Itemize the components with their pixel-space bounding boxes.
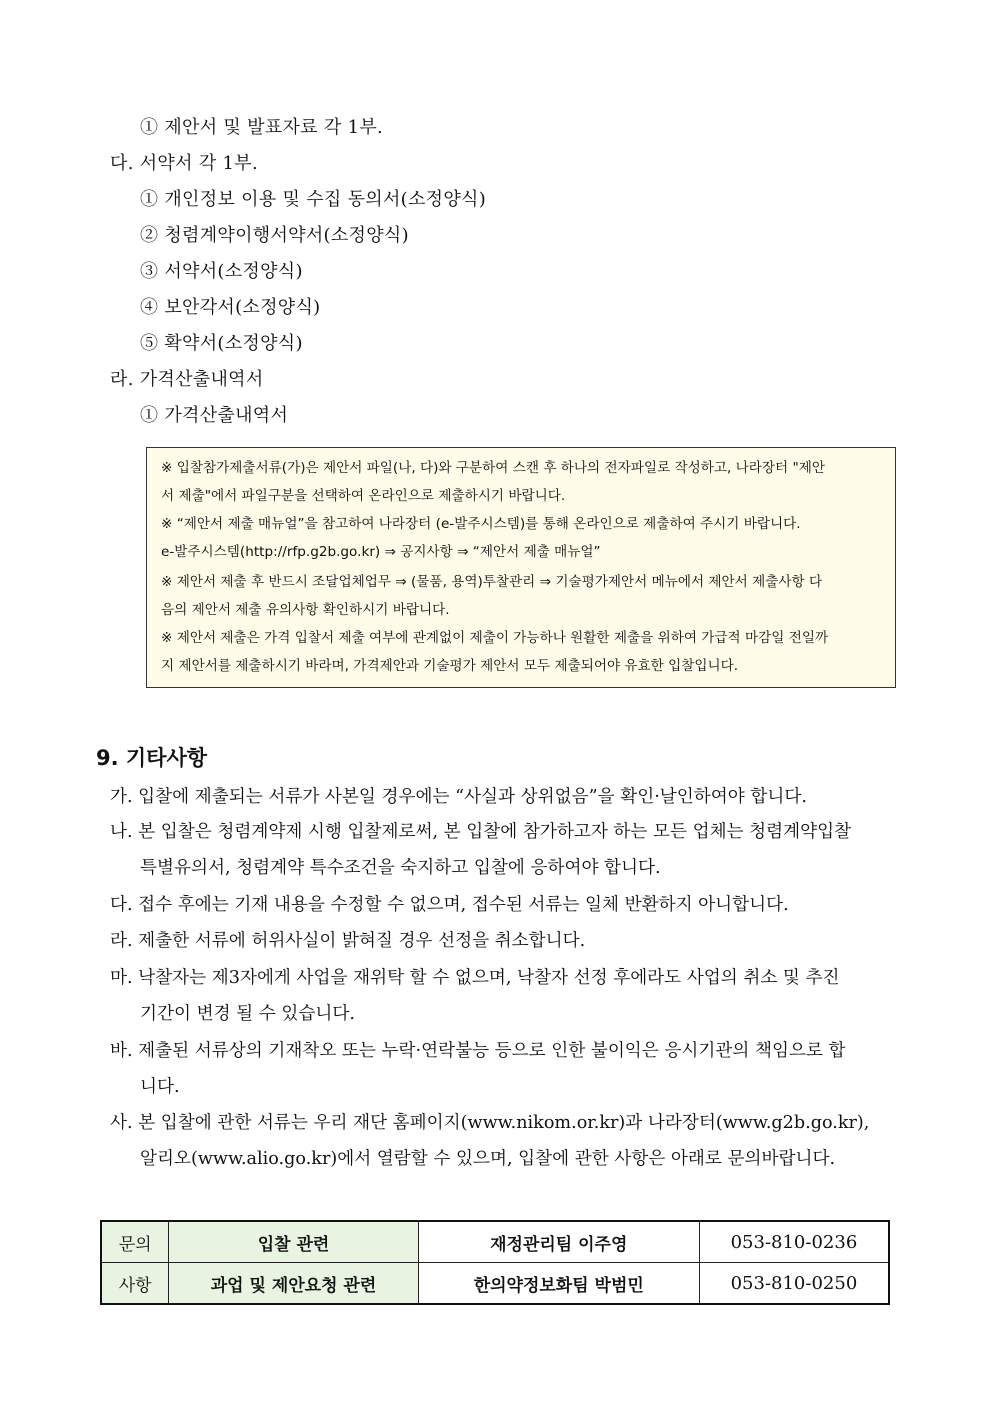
list-item-price: ① 가격산출내역서 [140,405,289,426]
section-line: 바. 제출된 서류상의 기재착오 또는 누락·연락불능 등으로 인한 불이익은 응시기관의 책임으로 합 [110,1041,846,1061]
section-line: 특별유의서, 청렴계약 특수조건을 숙지하고 입찰에 응하여야 합니다. [140,858,661,878]
list-header-price: 라. 가격산출내역서 [110,369,264,390]
list-item-pledge-4: ④ 보안각서(소정양식) [140,297,321,318]
contact-phone: 053-810-0250 [699,1263,889,1305]
contact-person: 한의약정보화팀 박범민 [418,1263,699,1305]
section-line: 나. 본 입찰은 청렴계약제 시행 입찰제로써, 본 입찰에 참가하고자 하는 모든 업체는 청렴계약입찰 [110,822,852,842]
table-row [101,1221,889,1263]
submission-notes-box [146,447,896,688]
note-line: ※ 제안서 제출 후 반드시 조달업체업무 ⇒ (물품, 용역)투찰관리 ⇒ 기술평가제안서 메뉴에서 제안서 제출사항 다 [161,574,823,590]
note-line: e-발주시스템(http://rfp.g2b.go.kr) ⇒ 공지사항 ⇒ “제안서 제출 매뉴얼” [161,544,601,560]
note-line: 지 제안서를 제출하시기 바라며, 가격제안과 기술평가 제안서 모두 제출되어야 유효한 입찰입니다. [161,658,739,674]
section-line: 마. 낙찰자는 제3자에게 사업을 재위탁 할 수 없으며, 낙찰자 선정 후에라도 사업의 취소 및 추진 [110,968,840,988]
list-header-pledge: 다. 서약서 각 1부. [110,153,258,174]
list-item-pledge-2: ② 청렴계약이행서약서(소정양식) [140,225,409,246]
contact-topic: 과업 및 제안요청 관련 [169,1263,418,1305]
note-line: 음의 제안서 제출 유의사항 확인하시기 바랍니다. [161,602,450,618]
contact-phone: 053-810-0236 [699,1221,889,1263]
list-item-pledge-5: ⑤ 확약서(소정양식) [140,333,303,354]
list-item-proposal: ① 제안서 및 발표자료 각 1부. [140,117,384,138]
contact-table [100,1220,890,1305]
section-line: 사. 본 입찰에 관한 서류는 우리 재단 홈페이지(www.nikom.or.kr)과 나라장터(www.g2b.go.kr), [110,1113,870,1133]
section-line: 다. 접수 후에는 기재 내용을 수정할 수 없으며, 접수된 서류는 일체 반환하지 아니합니다. [110,895,789,915]
note-line: ※ “제안서 제출 매뉴얼”을 참고하여 나라장터 (e-발주시스템)를 통해 온라인으로 제출하여 주시기 바랍니다. [161,516,801,532]
section-title: 9. 기타사항 [96,746,208,770]
section-line: 기간이 변경 될 수 있습니다. [140,1004,355,1024]
section-line: 가. 입찰에 제출되는 서류가 사본일 경우에는 “사실과 상위없음”을 확인·날인하여야 합니다. [110,787,807,807]
section-line: 라. 제출한 서류에 허위사실이 밝혀질 경우 선정을 취소합니다. [110,931,586,951]
contact-person: 재정관리팀 이주영 [418,1221,699,1263]
list-item-pledge-1: ① 개인정보 이용 및 수집 동의서(소정양식) [140,189,487,210]
section-line: 니다. [140,1077,180,1097]
section-line: 알리오(www.alio.go.kr)에서 열람할 수 있으며, 입찰에 관한 사항은 아래로 문의바랍니다. [140,1149,836,1169]
contact-label-bottom: 사항 [101,1263,169,1305]
note-line: ※ 입찰참가제출서류(가)은 제안서 파일(나, 다)와 구분하여 스캔 후 하나의 전자파일로 작성하고, 나라장터 "제안 [161,460,826,476]
list-item-pledge-3: ③ 서약서(소정양식) [140,261,303,282]
note-line: 서 제출"에서 파일구분을 선택하여 온라인으로 제출하시기 바랍니다. [161,488,566,504]
table-row [101,1263,889,1305]
contact-topic: 입찰 관련 [169,1221,418,1263]
contact-label-top: 문의 [101,1221,169,1263]
note-line: ※ 제안서 제출은 가격 입찰서 제출 여부에 관계없이 제출이 가능하나 원활한 제출을 위하여 가급적 마감일 전일까 [161,630,829,646]
